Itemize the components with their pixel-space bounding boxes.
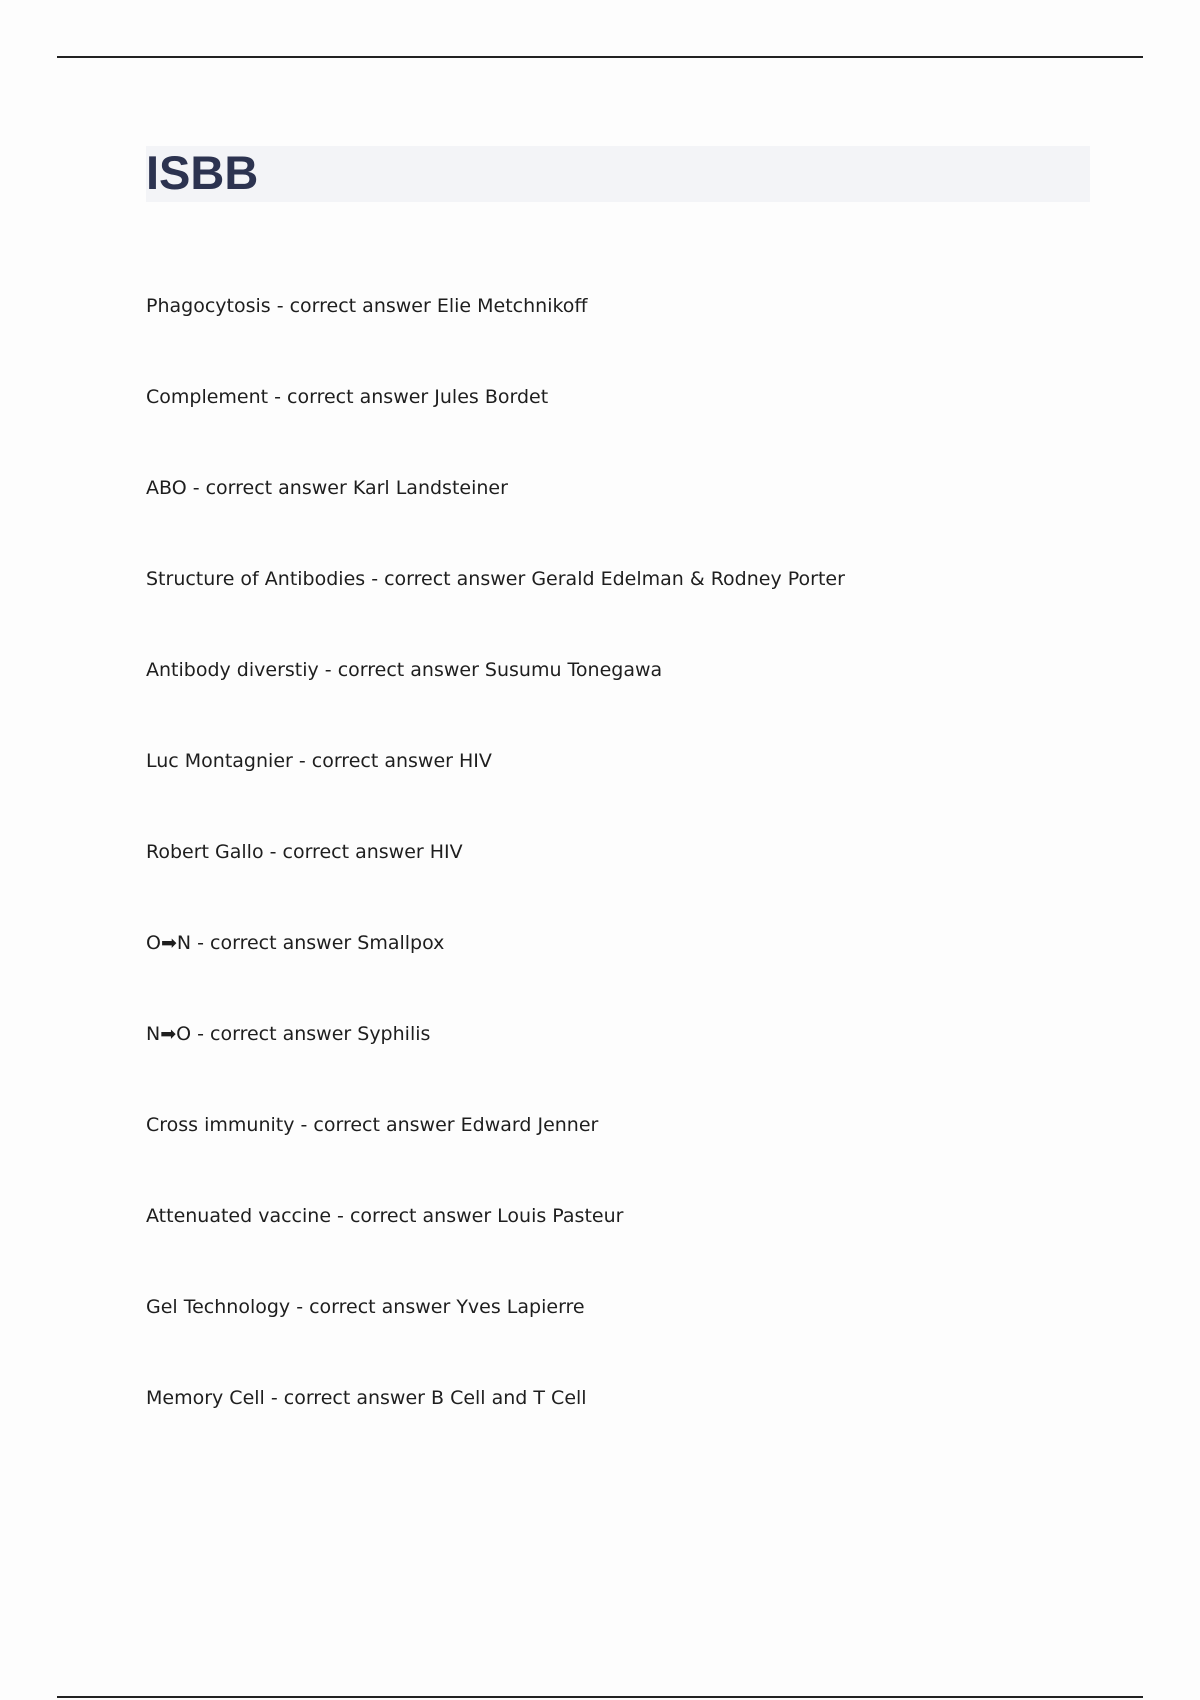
qa-list — [146, 293, 845, 1476]
top-rule — [57, 56, 1143, 58]
qa-item-complement: Complement - correct answer Jules Bordet — [146, 386, 549, 408]
qa-item-memory-cell: Memory Cell - correct answer B Cell and T Cell — [146, 1387, 587, 1409]
qa-item-robert-gallo: Robert Gallo - correct answer HIV — [146, 841, 463, 863]
qa-item-cross-immunity: Cross immunity - correct answer Edward Jenner — [146, 1114, 599, 1136]
qa-item-attenuated-vaccine: Attenuated vaccine - correct answer Louis Pasteur — [146, 1205, 624, 1227]
qa-item-phagocytosis: Phagocytosis - correct answer Elie Metchnikoff — [146, 295, 588, 317]
bottom-rule — [57, 1696, 1143, 1698]
qa-item-abo: ABO - correct answer Karl Landsteiner — [146, 477, 508, 499]
qa-item-luc-montagnier: Luc Montagnier - correct answer HIV — [146, 750, 492, 772]
title-band — [146, 146, 1090, 202]
document-title: ISBB — [146, 146, 259, 199]
qa-item-n-to-o: N➡O - correct answer Syphilis — [146, 1023, 431, 1045]
qa-item-antibody-diversity: Antibody diverstiy - correct answer Susumu Tonegawa — [146, 659, 663, 681]
qa-item-gel-technology: Gel Technology - correct answer Yves Lapierre — [146, 1296, 585, 1318]
qa-item-o-to-n: O➡N - correct answer Smallpox — [146, 932, 445, 954]
qa-item-structure-of-antibodies: Structure of Antibodies - correct answer Gerald Edelman & Rodney Porter — [146, 568, 845, 590]
